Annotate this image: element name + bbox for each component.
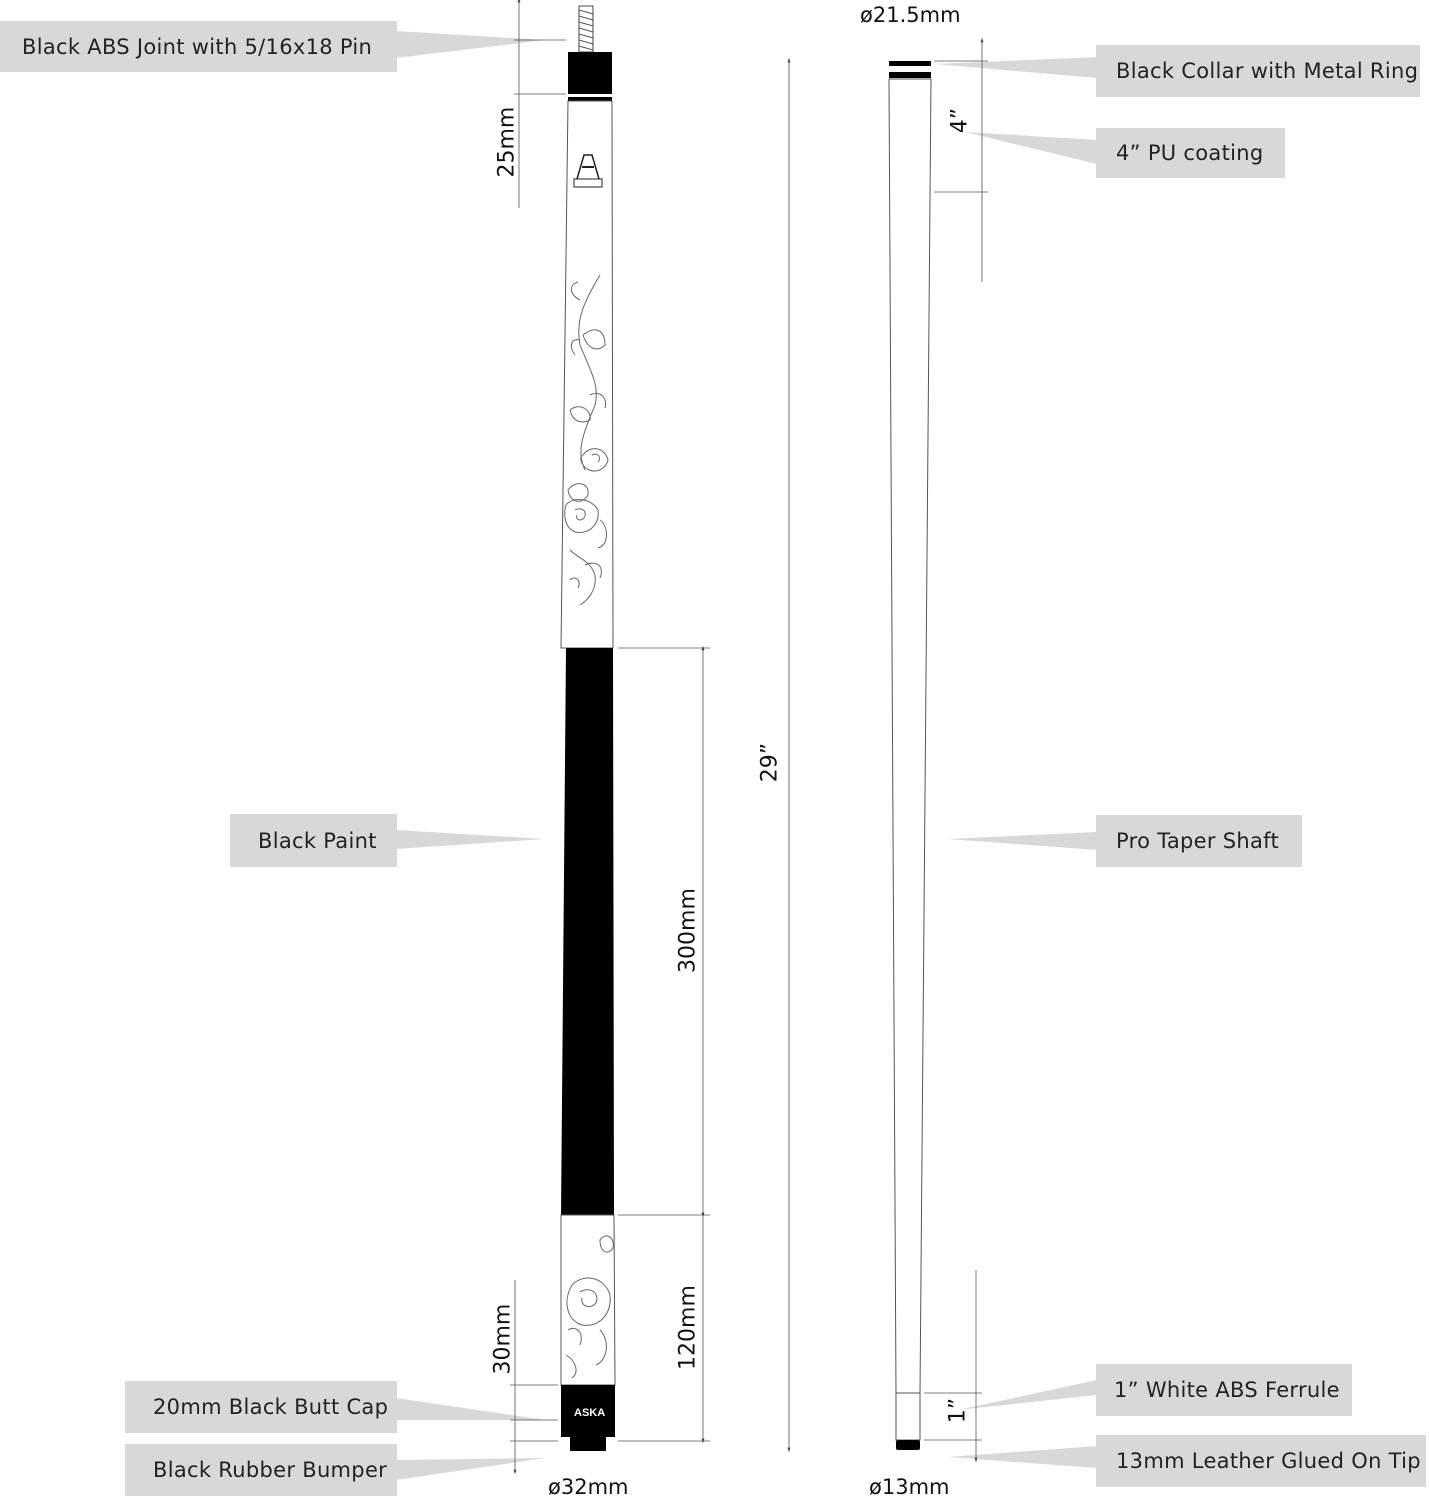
dim-joint-25mm: 25mm	[494, 106, 520, 178]
callout-pointers	[396, 31, 1097, 1480]
callout-collar: Black Collar with Metal Ring	[1096, 45, 1420, 97]
dim-ferrule-1in: 1”	[945, 1397, 971, 1424]
pointer-pro-taper	[948, 832, 1097, 850]
callout-butt-cap: 20mm Black Butt Cap	[125, 1381, 397, 1433]
butt-cap-brand-label: ASKA	[574, 1407, 606, 1419]
dim-butt-30mm: 30mm	[490, 1303, 516, 1375]
dim-butt-diameter: ø32mm	[548, 1475, 629, 1499]
dim-pu-4in: 4”	[947, 107, 973, 134]
pointer-pu	[965, 132, 1097, 164]
shaft	[889, 61, 931, 1450]
rubber-bumper	[570, 1437, 606, 1451]
dim-shaft-29in: 29”	[757, 742, 783, 783]
callout-ferrule: 1” White ABS Ferrule	[1096, 1364, 1352, 1416]
dim-tip-diameter: ø13mm	[869, 1475, 950, 1499]
callout-pro-taper: Pro Taper Shaft	[1096, 815, 1302, 867]
butt-section	[561, 6, 615, 1451]
pointer-black-paint	[396, 830, 545, 849]
pointer-tip	[948, 1446, 1097, 1468]
pointer-butt-cap	[396, 1398, 545, 1420]
shaft-body	[889, 79, 931, 1393]
dim-black-paint-300mm: 300mm	[675, 888, 701, 973]
black-paint-section	[561, 648, 614, 1215]
pointer-joint	[396, 31, 545, 58]
lower-sleeve	[561, 1215, 615, 1385]
callout-joint: Black ABS Joint with 5/16x18 Pin	[0, 21, 397, 72]
callout-tip: 13mm Leather Glued On Tip	[1096, 1435, 1426, 1487]
pointer-rubber-bumper	[396, 1458, 545, 1480]
dim-lower-sleeve-120mm: 120mm	[675, 1285, 701, 1370]
callout-rubber-bumper: Black Rubber Bumper	[125, 1444, 397, 1496]
callout-pu-coating: 4” PU coating	[1096, 128, 1285, 178]
dim-shaft-joint-diameter: ø21.5mm	[860, 3, 961, 27]
ferrule	[896, 1393, 920, 1440]
black-abs-joint	[568, 52, 612, 94]
pointer-collar	[935, 57, 1097, 78]
leather-tip	[896, 1440, 920, 1450]
pointer-ferrule	[958, 1380, 1097, 1410]
callout-black-paint: Black Paint	[230, 814, 397, 867]
